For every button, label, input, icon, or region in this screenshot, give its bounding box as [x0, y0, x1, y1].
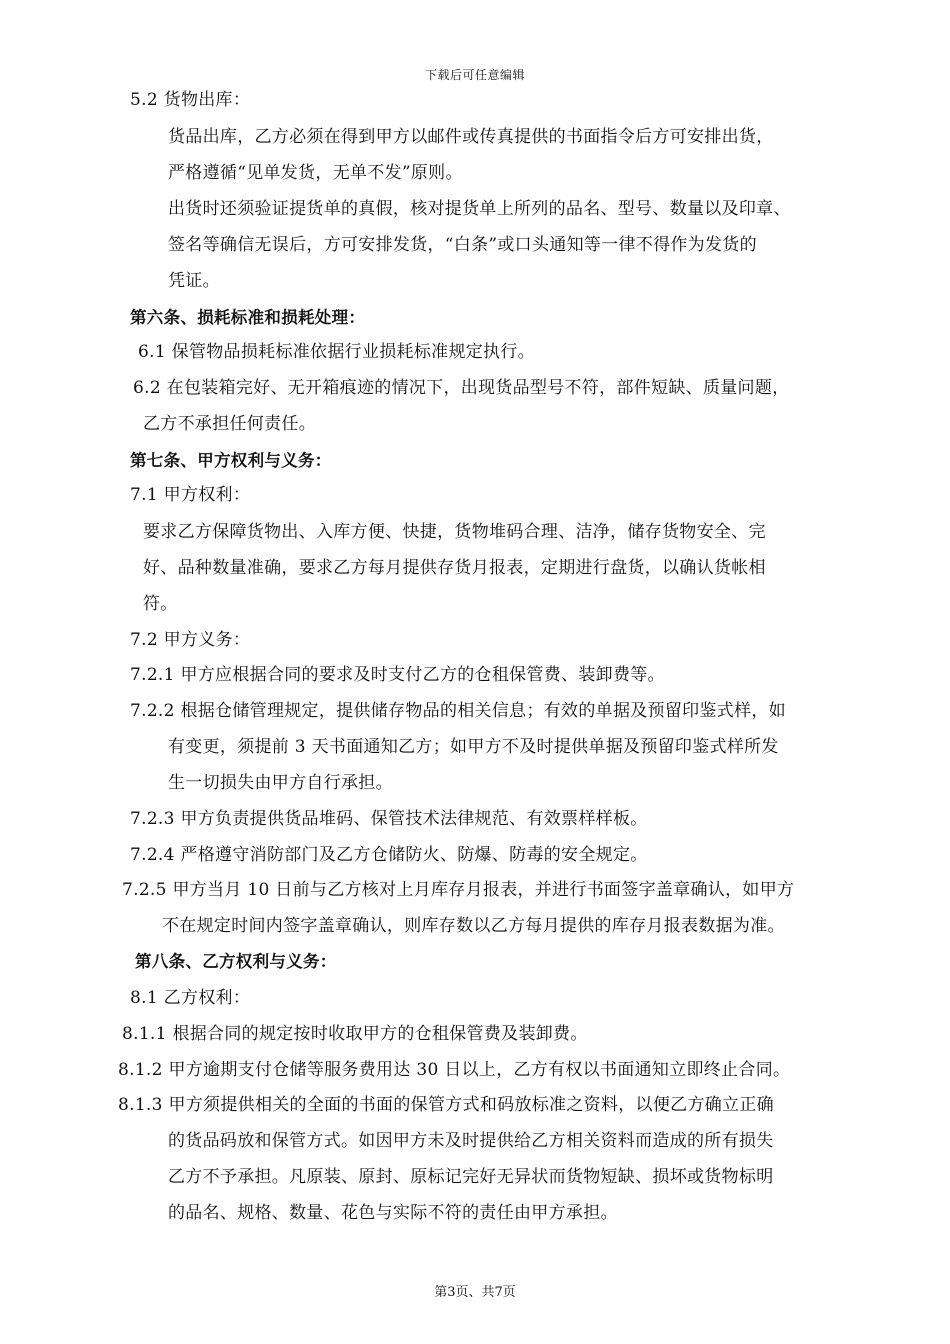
text-line: 凭证。	[168, 271, 220, 291]
text-line: 5.2 货物出库：	[130, 90, 251, 110]
text-line: 7.2.4 严格遵守消防部门及乙方仓储防火、防爆、防毒的安全规定。	[130, 845, 648, 865]
section-heading: 第六条、损耗标准和损耗处理：	[130, 308, 366, 327]
text-line: 6.2 在包装箱完好、无开箱痕迹的情况下，出现货品型号不符，部件短缺、质量问题，	[133, 378, 790, 398]
text-line: 符。	[143, 594, 178, 614]
text-line: 要求乙方保障货物出、入库方便、快捷，货物堆码合理、洁净，储存货物安全、完	[143, 522, 766, 542]
section-heading: 第七条、甲方权利与义务：	[130, 451, 332, 470]
text-line: 7.2.5 甲方当月 10 日前与乙方核对上月库存月报表，并进行书面签字盖章确认，如甲方	[122, 880, 795, 900]
text-line: 有变更，须提前 3 天书面通知乙方；如甲方不及时提供单据及预留印鉴式样所发	[168, 737, 779, 757]
page-header: 下载后可任意编辑	[424, 68, 525, 82]
text-line: 不在规定时间内签字盖章确认，则库存数以乙方每月提供的库存月报表数据为准。	[162, 916, 785, 936]
page-footer: 第3页、共7页	[434, 1285, 516, 1300]
text-line: 6.1 保管物品损耗标准依据行业损耗标准规定执行。	[138, 342, 535, 362]
text-line: 7.2 甲方义务：	[130, 630, 251, 650]
text-line: 乙方不承担任何责任。	[143, 414, 316, 434]
text-line: 出货时还须验证提货单的真假，核对提货单上所列的品名、型号、数量以及印章、	[168, 199, 791, 219]
text-line: 8.1.3 甲方须提供相关的全面的书面的保管方式和码放标准之资料，以便乙方确立正确	[118, 1095, 774, 1115]
text-line: 的品名、规格、数量、花色与实际不符的责任由甲方承担。	[168, 1203, 618, 1223]
text-line: 8.1.1 根据合同的规定按时收取甲方的仓租保管费及装卸费。	[122, 1024, 588, 1044]
text-line: 8.1 乙方权利：	[130, 988, 251, 1008]
text-line: 签名等确信无误后，方可安排发货，“白条”或口头通知等一律不得作为发货的	[168, 235, 757, 255]
text-line: 好、品种数量准确，要求乙方每月提供存货月报表，定期进行盘货，以确认货帐相	[143, 558, 766, 578]
text-line: 7.1 甲方权利：	[130, 485, 251, 505]
text-line: 的货品码放和保管方式。如因甲方未及时提供给乙方相关资料而造成的所有损失	[168, 1131, 774, 1151]
text-line: 生一切损失由甲方自行承担。	[168, 773, 393, 793]
text-line: 7.2.1 甲方应根据合同的要求及时支付乙方的仓租保管费、装卸费等。	[130, 665, 665, 685]
text-line: 严格遵循“见单发货，无单不发”原则。	[168, 163, 463, 183]
text-line: 7.2.2 根据仓储管理规定，提供储存物品的相关信息；有效的单据及预留印鉴式样，如	[130, 701, 786, 721]
section-heading: 第八条、乙方权利与义务：	[135, 952, 337, 971]
text-line: 货品出库，乙方必须在得到甲方以邮件或传真提供的书面指令后方可安排出货，	[168, 127, 774, 147]
text-line: 乙方不予承担。凡原装、原封、原标记完好无异状而货物短缺、损坏或货物标明	[168, 1167, 774, 1187]
text-line: 7.2.3 甲方负责提供货品堆码、保管技术法律规范、有效票样样板。	[130, 809, 648, 829]
text-line: 8.1.2 甲方逾期支付仓储等服务费用达 30 日以上，乙方有权以书面通知立即终止合同。	[118, 1060, 791, 1080]
